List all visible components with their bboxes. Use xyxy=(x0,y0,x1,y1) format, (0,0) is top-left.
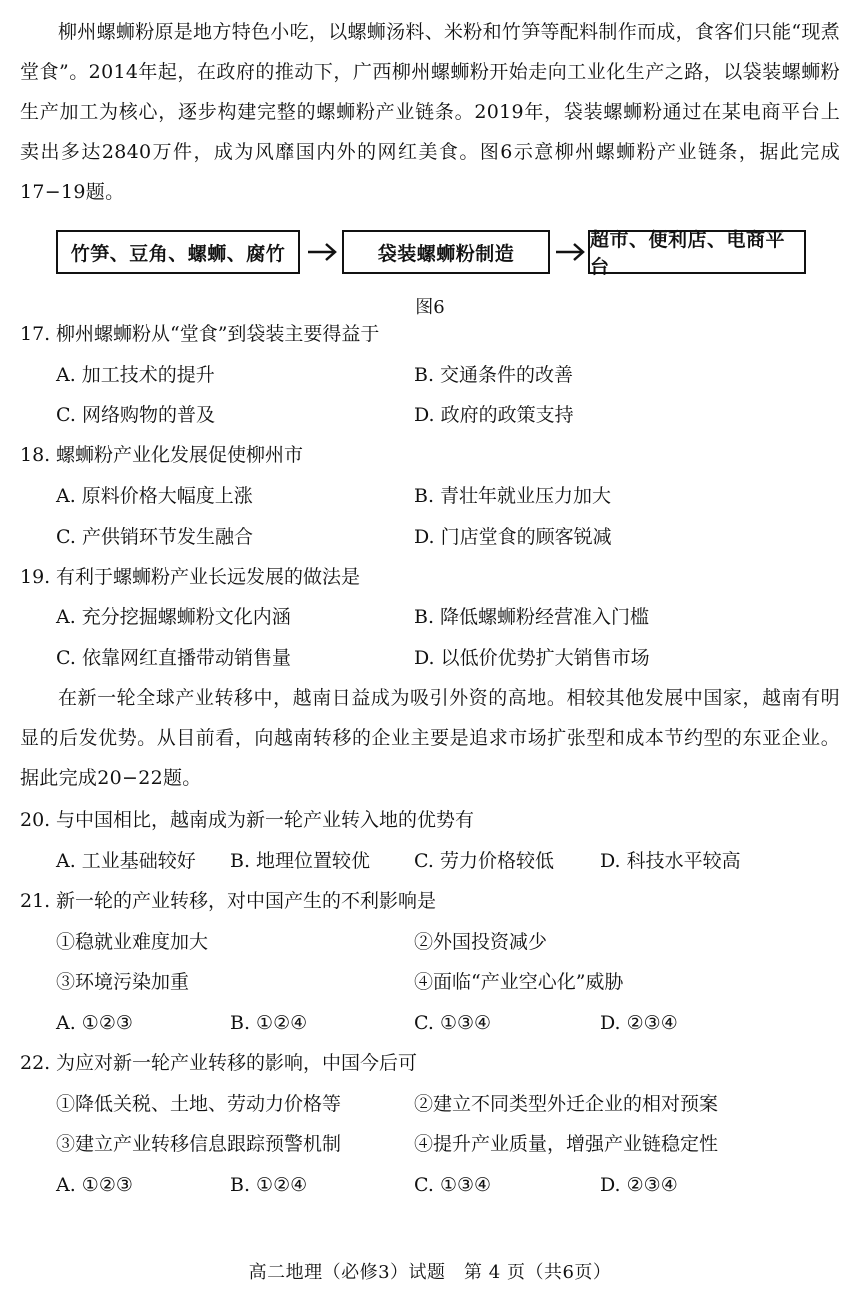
sales-channels-box: 超市、便利店、电商平台 xyxy=(588,230,806,274)
option-b: B. 青壮年就业压力加大 xyxy=(414,485,612,507)
question-18 xyxy=(20,442,303,468)
figure-caption: 图6 xyxy=(415,297,445,318)
option-c: C. 依靠网红直播带动销售量 xyxy=(56,647,291,669)
option-d: D. ②③④ xyxy=(600,1012,678,1034)
option-d: D. 门店堂食的顾客锐减 xyxy=(414,526,612,548)
option-a: A. 工业基础较好 xyxy=(56,850,196,872)
statement-1: ①稳就业难度加大 xyxy=(56,931,209,953)
option-d: D. 科技水平较高 xyxy=(600,850,741,872)
statement-1: ①降低关税、土地、劳动力价格等 xyxy=(56,1093,342,1115)
option-a: A. ①②③ xyxy=(56,1174,133,1196)
option-b: B. ①②④ xyxy=(230,1174,308,1196)
option-c: C. ①③④ xyxy=(414,1012,492,1034)
statement-2: ②建立不同类型外迁企业的相对预案 xyxy=(414,1093,719,1115)
statement-2: ②外国投资减少 xyxy=(414,931,548,953)
option-d: D. 以低价优势扩大销售市场 xyxy=(414,647,650,669)
question-number: 17. xyxy=(20,323,51,345)
question-stem: 为应对新一轮产业转移的影响，中国今后可 xyxy=(56,1052,418,1074)
statement-3: ③建立产业转移信息跟踪预警机制 xyxy=(56,1133,342,1155)
question-number: 22. xyxy=(20,1052,51,1074)
option-b: B. 地理位置较优 xyxy=(230,850,371,872)
question-stem: 柳州螺蛳粉从“堂食”到袋装主要得益于 xyxy=(56,323,380,345)
question-stem: 新一轮的产业转移，对中国产生的不利影响是 xyxy=(56,890,437,912)
question-stem: 与中国相比，越南成为新一轮产业转入地的优势有 xyxy=(56,809,475,831)
question-number: 18. xyxy=(20,444,51,466)
option-b: B. 交通条件的改善 xyxy=(414,364,574,386)
option-a: A. ①②③ xyxy=(56,1012,133,1034)
passage-vietnam-industry-transfer: 在新一轮全球产业转移中，越南日益成为吸引外资的高地。相较其他发展中国家，越南有明显的后发优势。从目前看，向越南转移的企业主要是追求市场扩张型和成本节约型的东亚企业。据此完成20−22题。 xyxy=(20,687,840,789)
option-c: C. 劳力价格较低 xyxy=(414,850,554,872)
manufacturing-box: 袋装螺蛳粉制造 xyxy=(342,230,550,274)
question-number: 19. xyxy=(20,566,51,588)
statement-4: ④面临“产业空心化”威胁 xyxy=(414,971,624,993)
option-d: D. 政府的政策支持 xyxy=(414,404,574,426)
option-d: D. ②③④ xyxy=(600,1174,678,1196)
option-a: A. 充分挖掘螺蛳粉文化内涵 xyxy=(56,606,291,628)
raw-materials-box: 竹笋、豆角、螺蛳、腐竹 xyxy=(56,230,300,274)
question-21 xyxy=(20,888,436,914)
option-a: A. 加工技术的提升 xyxy=(56,364,215,386)
industry-chain-diagram xyxy=(56,230,806,278)
statement-3: ③环境污染加重 xyxy=(56,971,190,993)
option-c: C. 产供销环节发生融合 xyxy=(56,526,253,548)
option-c: C. ①③④ xyxy=(414,1174,492,1196)
page-footer: 高二地理（必修3）试题 第 4 页（共6页） xyxy=(248,1262,612,1283)
question-stem: 螺蛳粉产业化发展促使柳州市 xyxy=(56,444,304,466)
question-number: 21. xyxy=(20,890,51,912)
option-b: B. ①②④ xyxy=(230,1012,308,1034)
arrow-right-icon xyxy=(556,242,586,262)
option-c: C. 网络购物的普及 xyxy=(56,404,215,426)
question-20 xyxy=(20,807,474,833)
passage-liuzhou-luosifen: 柳州螺蛳粉原是地方特色小吃，以螺蛳汤料、米粉和竹笋等配料制作而成，食客们只能“现煮堂食”。2014年起，在政府的推动下，广西柳州螺蛳粉开始走向工业化生产之路，以袋装螺蛳粉生产加工为核心，逐步构建完整的螺蛳粉产业链条。2019年，袋装螺蛳粉通过在某电商平台上卖出多达2840万件，成为风靡国内外的网红美食。图6示意柳州螺蛳粉产业链条，据此完成17−19题。 xyxy=(20,21,841,203)
question-number: 20. xyxy=(20,809,51,831)
question-22 xyxy=(20,1050,417,1076)
statement-4: ④提升产业质量，增强产业链稳定性 xyxy=(414,1133,719,1155)
question-19 xyxy=(20,564,360,590)
option-a: A. 原料价格大幅度上涨 xyxy=(56,485,253,507)
arrow-right-icon xyxy=(308,242,338,262)
option-b: B. 降低螺蛳粉经营准入门槛 xyxy=(414,606,650,628)
question-17 xyxy=(20,321,379,347)
question-stem: 有利于螺蛳粉产业长远发展的做法是 xyxy=(56,566,361,588)
